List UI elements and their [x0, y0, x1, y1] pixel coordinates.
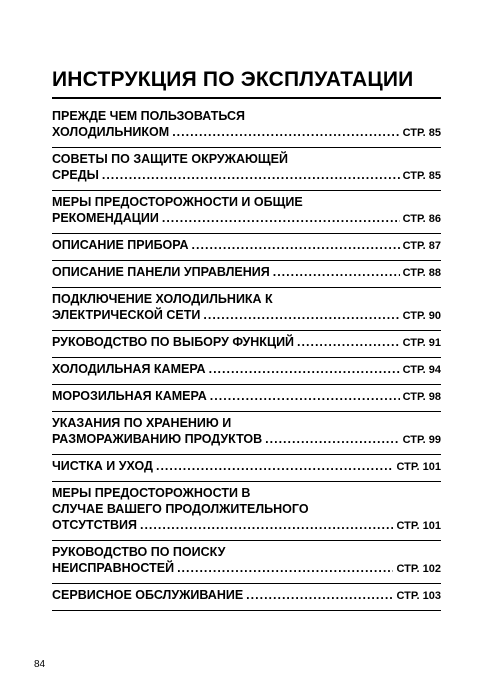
- page-number: 84: [34, 659, 46, 670]
- dot-leader: [203, 307, 399, 323]
- toc-entry: [52, 331, 441, 358]
- toc-entry: [52, 455, 441, 482]
- toc-entry-last-line: [52, 210, 441, 227]
- toc-entry-last-line: [52, 167, 441, 184]
- toc-entry-title-line: СЕРВИСНОЕ ОБСЛУЖИВАНИЕ: [52, 588, 244, 602]
- toc-entry-last-line: [52, 264, 441, 281]
- toc-entry-title-line: СОВЕТЫ ПО ЗАЩИТЕ ОКРУЖАЮЩЕЙ: [52, 152, 288, 166]
- toc-entry: [52, 482, 441, 541]
- dot-leader: [273, 264, 400, 280]
- toc-entry-title-line: ОТСУТСТВИЯ: [52, 518, 137, 532]
- dot-leader: [162, 210, 400, 226]
- toc-entry-last-line: [52, 517, 441, 534]
- toc-entry: [52, 288, 441, 331]
- toc-entry-title-line: ОПИСАНИЕ ПАНЕЛИ УПРАВЛЕНИЯ: [52, 265, 270, 279]
- toc-entry-last-line: [52, 458, 441, 475]
- toc-entry-page: СТР. 90: [402, 310, 441, 322]
- toc-entry: [52, 584, 441, 611]
- toc-entry: [52, 541, 441, 584]
- toc-entry-page: СТР. 101: [396, 520, 441, 532]
- toc-entry-last-line: [52, 361, 441, 378]
- toc-entry-title-line: УКАЗАНИЯ ПО ХРАНЕНИЮ И: [52, 416, 232, 430]
- toc-entry-title-line: ОПИСАНИЕ ПРИБОРА: [52, 238, 189, 252]
- toc-entry-page: СТР. 86: [402, 213, 441, 225]
- toc-entry: [52, 358, 441, 385]
- dot-leader: [177, 560, 393, 576]
- toc-entry: [52, 412, 441, 455]
- table-of-contents: [52, 105, 441, 611]
- dot-leader: [265, 431, 399, 447]
- toc-entry-title-line: СРЕДЫ: [52, 168, 99, 182]
- toc-entry-title-line: ПОДКЛЮЧЕНИЕ ХОЛОДИЛЬНИКА К: [52, 292, 273, 306]
- toc-entry: [52, 105, 441, 148]
- dot-leader: [192, 237, 400, 253]
- dot-leader: [246, 587, 393, 603]
- toc-entry-page: СТР. 98: [402, 391, 441, 403]
- toc-entry-title-line: ЧИСТКА И УХОД: [52, 459, 153, 473]
- toc-entry-page: СТР. 102: [396, 563, 441, 575]
- toc-entry-title-line: НЕИСПРАВНОСТЕЙ: [52, 561, 175, 575]
- toc-entry-title-line: СЛУЧАЕ ВАШЕГО ПРОДОЛЖИТЕЛЬНОГО: [52, 502, 309, 516]
- toc-entry-last-line: [52, 237, 441, 254]
- dot-leader: [140, 517, 393, 533]
- toc-entry-page: СТР. 91: [402, 337, 441, 349]
- toc-entry-title-line: ХОЛОДИЛЬНАЯ КАМЕРА: [52, 362, 206, 376]
- toc-entry-title-line: ЭЛЕКТРИЧЕСКОЙ СЕТИ: [52, 308, 201, 322]
- toc-entry-title-line: МЕРЫ ПРЕДОСТОРОЖНОСТИ В: [52, 486, 251, 500]
- toc-entry-title-line: ПРЕЖДЕ ЧЕМ ПОЛЬЗОВАТЬСЯ: [52, 109, 246, 123]
- toc-entry-last-line: [52, 587, 441, 604]
- toc-entry-page: СТР. 85: [402, 127, 441, 139]
- toc-entry-title-line: МЕРЫ ПРЕДОСТОРОЖНОСТИ И ОБЩИЕ: [52, 195, 303, 209]
- dot-leader: [297, 334, 400, 350]
- toc-entry-title-line: ХОЛОДИЛЬНИКОМ: [52, 125, 170, 139]
- toc-entry-title-line: РУКОВОДСТВО ПО ПОИСКУ: [52, 545, 226, 559]
- toc-entry-title-line: РУКОВОДСТВО ПО ВЫБОРУ ФУНКЦИЙ: [52, 335, 295, 349]
- toc-entry-last-line: [52, 307, 441, 324]
- toc-entry-last-line: [52, 124, 441, 141]
- dot-leader: [210, 388, 400, 404]
- dot-leader: [172, 124, 399, 140]
- toc-entry: [52, 385, 441, 412]
- toc-entry-page: СТР. 101: [396, 461, 441, 473]
- toc-entry-last-line: [52, 388, 441, 405]
- toc-entry-page: СТР. 87: [402, 240, 441, 252]
- toc-entry-title-line: РЕКОМЕНДАЦИИ: [52, 211, 159, 225]
- toc-entry: [52, 234, 441, 261]
- dot-leader: [156, 458, 393, 474]
- toc-entry-page: СТР. 85: [402, 170, 441, 182]
- toc-entry: [52, 148, 441, 191]
- dot-leader: [209, 361, 400, 377]
- toc-entry-title-line: РАЗМОРАЖИВАНИЮ ПРОДУКТОВ: [52, 432, 263, 446]
- title-rule: [52, 97, 441, 99]
- page-title: ИНСТРУКЦИЯ ПО ЭКСПЛУАТАЦИИ: [52, 68, 414, 91]
- toc-entry-last-line: [52, 431, 441, 448]
- toc-entry-last-line: [52, 560, 441, 577]
- toc-entry-title-line: МОРОЗИЛЬНАЯ КАМЕРА: [52, 389, 207, 403]
- toc-entry-page: СТР. 103: [396, 590, 441, 602]
- toc-entry-page: СТР. 94: [402, 364, 441, 376]
- toc-entry-page: СТР. 88: [402, 267, 441, 279]
- dot-leader: [102, 167, 400, 183]
- toc-entry-last-line: [52, 334, 441, 351]
- toc-entry: [52, 191, 441, 234]
- toc-entry-page: СТР. 99: [402, 434, 441, 446]
- toc-entry: [52, 261, 441, 288]
